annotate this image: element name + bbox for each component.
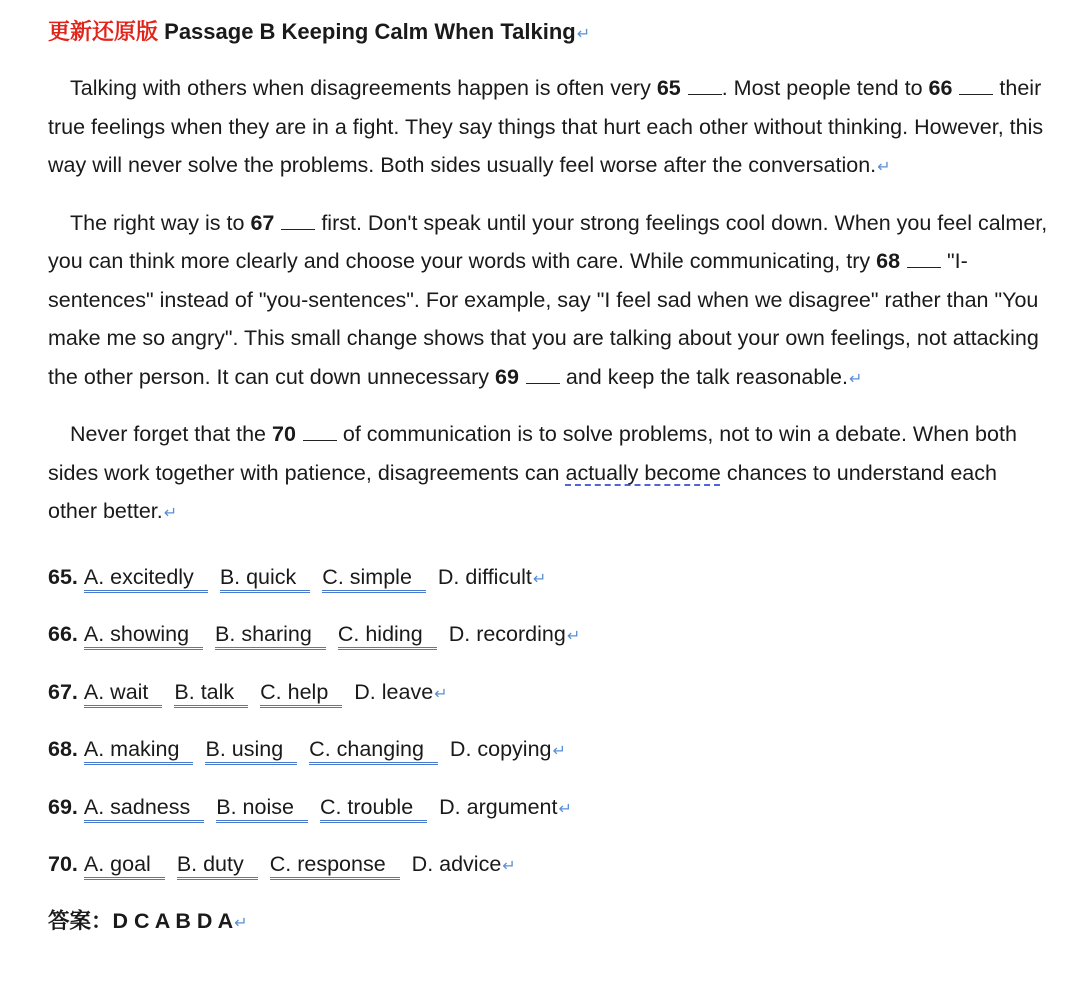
answer-value: D C A B D A: [112, 908, 234, 933]
option-row: [48, 550, 1050, 608]
question-number: 66.: [48, 622, 78, 646]
answer-blank[interactable]: [303, 420, 337, 441]
option-choice[interactable]: B. noise: [216, 794, 308, 823]
option-choice[interactable]: A. sadness: [84, 794, 204, 823]
question-number: 68.: [48, 737, 78, 761]
option-choice[interactable]: C. simple: [322, 564, 426, 593]
option-row: [48, 722, 1050, 780]
option-choice[interactable]: A. wait: [84, 679, 163, 708]
question-number: 67.: [48, 679, 78, 704]
paragraph-return-icon: ↵: [532, 570, 547, 588]
option-row: [48, 607, 1050, 665]
question-number: 70.: [48, 852, 78, 876]
paragraph-return-icon: ↵: [502, 858, 516, 875]
blank-number: 66: [928, 76, 953, 100]
option-choice[interactable]: C. help: [260, 679, 342, 708]
option-choice[interactable]: A. showing: [84, 621, 203, 650]
passage-paragraph: [48, 69, 1050, 188]
blank-number: 68: [876, 249, 901, 273]
blank-number: 69: [495, 364, 519, 389]
option-choice[interactable]: C. trouble: [320, 794, 427, 823]
paragraph-return-icon: ↵: [877, 159, 891, 176]
answer-blank[interactable]: [959, 74, 993, 95]
option-choice[interactable]: D. recording: [448, 622, 566, 646]
paragraph-return-icon: ↵: [234, 914, 248, 932]
question-number: 69.: [48, 794, 78, 819]
passage-title: Passage B Keeping Calm When Talking: [164, 19, 576, 44]
passage-title-line: [48, 14, 1050, 53]
option-choice[interactable]: A. excitedly: [84, 564, 208, 593]
option-choice[interactable]: B. sharing: [215, 621, 326, 650]
paragraph-return-icon: ↵: [576, 26, 591, 43]
paragraph-return-icon: ↵: [849, 370, 863, 388]
question-number: 65.: [48, 564, 78, 589]
paragraph-text: chances to understand each other better.: [48, 460, 997, 523]
option-choice[interactable]: D. difficult: [437, 564, 532, 589]
option-choice[interactable]: C. response: [270, 851, 400, 880]
paragraph-text: first. Don't speak until your strong feelings cool down. When you feel calmer, you can think more clearly and choose your words with care. While communicating, try: [48, 210, 1048, 273]
paragraph-text: "I-sentences" instead of "you-sentences". For example, say "I feel sad when we disagree" rather than "You make me so angry". This small change shows that you are talking about your own feelings, not attacking the other person. It can cut down unnecessary: [48, 249, 1039, 389]
option-choice[interactable]: B. talk: [174, 679, 248, 708]
blank-number: 65: [656, 76, 681, 100]
option-row: [48, 780, 1050, 838]
answer-blank[interactable]: [281, 209, 315, 230]
grammar-flagged-text: actually become: [565, 460, 721, 485]
answer-label: 答案：: [48, 908, 113, 933]
passage-paragraph: [48, 204, 1050, 400]
option-choice[interactable]: A. goal: [84, 851, 165, 880]
option-choice[interactable]: C. changing: [309, 736, 438, 765]
passage-paragraph: [48, 415, 1050, 534]
option-row: [48, 665, 1050, 723]
option-choice[interactable]: D. copying: [449, 737, 552, 761]
version-tag: 更新还原版: [48, 19, 159, 44]
answer-line: [48, 895, 1050, 950]
paragraph-text: The right way is to: [70, 210, 251, 235]
option-choice[interactable]: A. making: [84, 736, 194, 765]
answer-blank[interactable]: [907, 247, 941, 268]
paragraph-text: Talking with others when disagreements happen is often very: [70, 76, 657, 100]
paragraph-return-icon: ↵: [552, 743, 566, 760]
blank-number: 67: [250, 210, 275, 235]
paragraph-text: of communication is to solve problems, not to win a debate. When both sides work together with patience, disagreements can: [48, 422, 1017, 485]
paragraph-text: Never forget that the: [70, 422, 272, 446]
option-choice[interactable]: D. leave: [354, 679, 434, 704]
paragraph-text: their true feelings when they are in a fight. They say things that hurt each other without thinking. However, this way will never solve the problems. Both sides usually feel worse after the conversation.: [48, 76, 1044, 177]
options-list: [48, 550, 1050, 895]
answer-blank[interactable]: [526, 363, 560, 384]
blank-number: 70: [271, 422, 296, 446]
option-choice[interactable]: B. duty: [177, 851, 258, 880]
option-choice[interactable]: B. quick: [220, 564, 310, 593]
paragraph-text: and keep the talk reasonable.: [559, 364, 848, 389]
option-choice[interactable]: D. argument: [439, 794, 558, 819]
paragraph-return-icon: ↵: [434, 685, 448, 703]
paragraph-return-icon: ↵: [566, 628, 581, 645]
paragraph-return-icon: ↵: [558, 800, 572, 818]
option-row: [48, 837, 1050, 895]
option-choice[interactable]: C. hiding: [338, 621, 437, 650]
paragraph-return-icon: ↵: [163, 505, 178, 522]
answer-blank[interactable]: [688, 74, 722, 95]
option-choice[interactable]: B. using: [205, 736, 297, 765]
option-choice[interactable]: D. advice: [411, 852, 502, 876]
passage-body: [48, 69, 1050, 534]
paragraph-text: . Most people tend to: [721, 76, 929, 100]
